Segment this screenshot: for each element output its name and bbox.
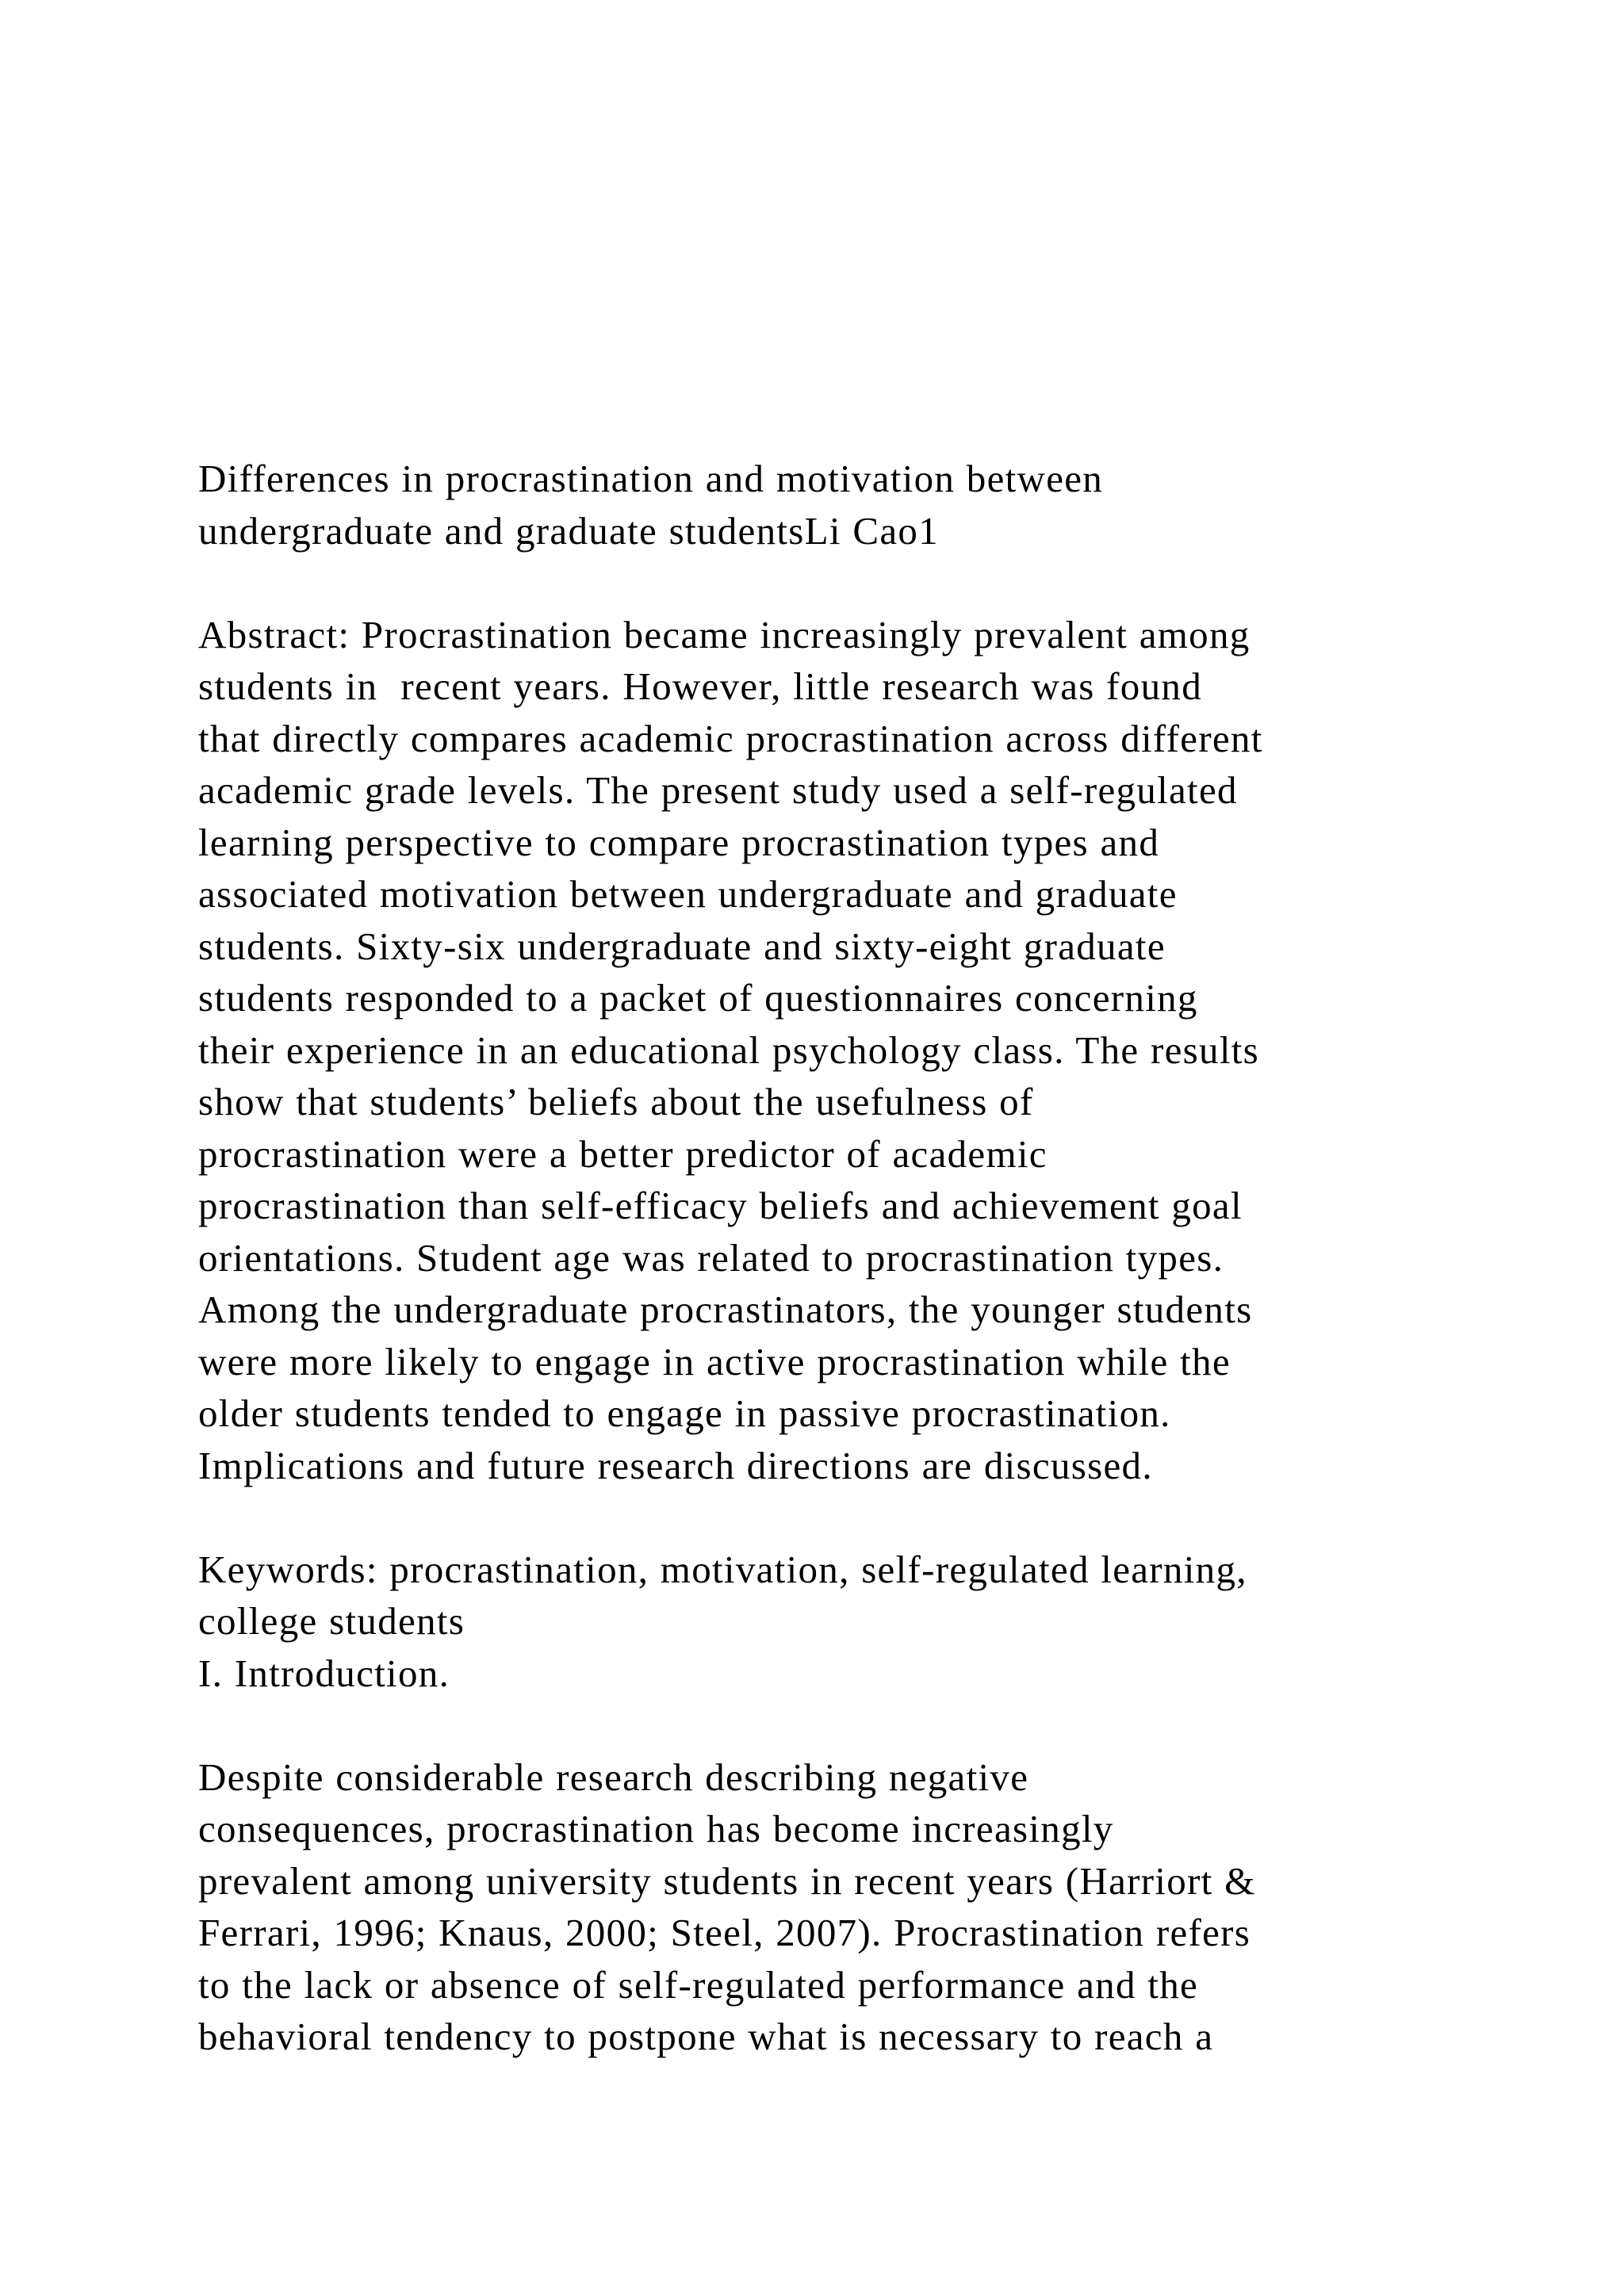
abstract-line: procrastination than self-efficacy beliefs and achievement goal — [198, 1184, 1243, 1227]
intro-line: to the lack or absence of self-regulated performance and the — [198, 1962, 1199, 2007]
intro-line: prevalent among university students in recent years (Harriort & — [198, 1858, 1256, 1903]
abstract-line: associated motivation between undergraduate and graduate — [198, 872, 1178, 916]
section-heading: I. Introduction. — [198, 1651, 450, 1695]
intro-line: consequences, procrastination has become increasingly — [198, 1807, 1114, 1850]
abstract-line: Implications and future research directions are discussed. — [198, 1443, 1153, 1487]
paper-title — [198, 453, 1435, 557]
paragraph-gap — [198, 1699, 1435, 1751]
document-body — [198, 453, 1435, 2063]
abstract-line: were more likely to engage in active procrastination while the — [198, 1339, 1231, 1383]
introduction-paragraph — [198, 1751, 1435, 2063]
keywords-line: college students — [198, 1599, 465, 1643]
abstract-line: Abstract: Procrastination became increasingly prevalent among — [198, 612, 1251, 656]
abstract-line: learning perspective to compare procrastination types and — [198, 820, 1160, 864]
intro-line: Despite considerable research describing negative — [198, 1755, 1029, 1799]
abstract-line: orientations. Student age was related to procrastination types. — [198, 1235, 1224, 1280]
keywords-paragraph — [198, 1544, 1435, 1647]
title-line: Differences in procrastination and motivation between — [198, 457, 1104, 500]
abstract-line: show that students’ beliefs about the usefulness of — [198, 1080, 1034, 1123]
keywords-line: Keywords: procrastination, motivation, self-regulated learning, — [198, 1547, 1247, 1591]
paragraph-gap — [198, 1491, 1435, 1544]
intro-line: behavioral tendency to postpone what is necessary to reach a — [198, 2015, 1214, 2058]
abstract-line: students. Sixty-six undergraduate and sixty-eight graduate — [198, 924, 1166, 968]
intro-line: Ferrari, 1996; Knaus, 2000; Steel, 2007). Procrastination refers — [198, 1911, 1251, 1954]
abstract-line: students responded to a packet of questionnaires concerning — [198, 976, 1198, 1020]
paragraph-gap — [198, 557, 1435, 609]
abstract-line: their experience in an educational psychology class. The results — [198, 1027, 1260, 1072]
title-line: undergraduate and graduate studentsLi Cao1 — [198, 508, 939, 553]
abstract-line: procrastination were a better predictor of academic — [198, 1131, 1048, 1176]
abstract-line: older students tended to engage in passive procrastination. — [198, 1391, 1171, 1435]
abstract-paragraph — [198, 609, 1435, 1492]
abstract-line: academic grade levels. The present study used a self-regulated — [198, 768, 1238, 812]
abstract-line: students in recent years. However, little research was found — [198, 664, 1202, 708]
abstract-line: that directly compares academic procrastination across different — [198, 716, 1263, 760]
abstract-line: Among the undergraduate procrastinators, the younger students — [198, 1288, 1253, 1331]
